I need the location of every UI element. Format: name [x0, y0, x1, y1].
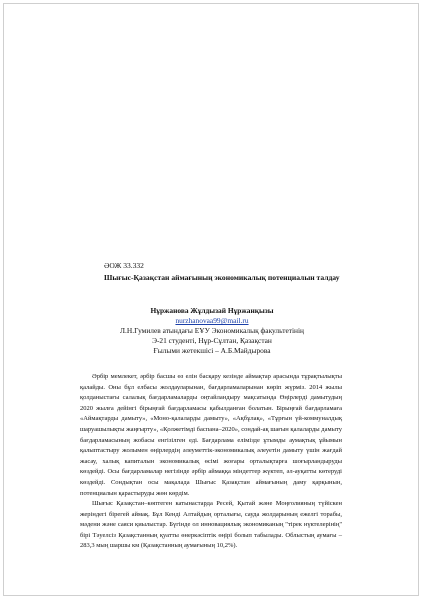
- article-title: Шығыс-Қазақстан аймағының экономикалық потенциалын талдау: [104, 273, 340, 282]
- affiliation-line-2: Э-21 студенті, Нұр-Сұлтан, Қазақстан: [152, 336, 272, 345]
- paragraph-2-text: Шығыс Қазақстан–көптеген катынастарда Ресей, Қытай және Моңғолияның түйіскен жеріндегі бірегей аймақ. Бұл Кендi Алтайдың орталығы, сауда жолдарының ежелгі торабы, мәдени және саяси қиылыстар. Бүгінде ол инновациялық экономиканың "тірек нүктелерінің" бірі Тәуелсіз Қазақстанның қуатты өнеркәсіптік өңірі болып табылады. Облыстың аумағы – 283,3 мың шаршы км (Қазақстанның аумағының 10,2%).: [80, 500, 342, 550]
- paragraph-1-text: Әрбір мемлекет, әрбір басшы өз елін басқару кезінде аймақтар арасында тұрақтылықты қалайды. Оны бұл елбасы жолдауларынан, бағдарламаларынан көріп жүрміз. 2014 жылы қолданыстағы салалық бағдарламаларды оңтайландыру мақсатында Өңірлерді дамытудың 2020 жылға дейінгі бірыңғай бағдарламасы қабылданған болатын. Бірыңғай бағдарламаға «Аймақтарды дамыту», «Моно-қалаларды дамыту», «Ақбұлақ», «Тұрғын үй-коммуналдық шаруашылықты жаңғырту», «Қолжетімді баспана–2020», сондай-ақ шағын қалаларды дамыту бағдарламасының жобасы енгізілген еді. Бағдарлама елімізде ұтымды аумақтық ұйымын қалыптастыру жолымен өңірлердің әлеуметтік-экономикалық әлеуетін дамыту үшін жағдай жасау, халық капиталын экономикалық өсімі жоғары орталықтарға шоғырландыруды көздейді. Осы бағдарламалар негізінде әрбір аймаққа міндеттер жүктеп, әл-ауқатты көтеруді көздейді. Сондықтан осы мақалада Шығыс Қазақстан аймағының даму қарқынын, потенциалын қарастыруды жөн көрдім.: [80, 373, 342, 497]
- author-name: Нұржанова Жұлдызай Нұржанқызы: [150, 306, 274, 315]
- author-email-link[interactable]: nurzhanovaa99@mail.ru: [175, 316, 249, 325]
- supervisor-line: Ғылыми жетекшісі – А.Б.Майдырова: [153, 346, 271, 355]
- body-paragraph-2: [80, 499, 342, 552]
- udc-code: ӘОЖ 33.332: [104, 261, 144, 270]
- affiliation-line-1: Л.Н.Гумилев атындағы ЕҰУ Экономикалық факультетінің: [120, 326, 304, 335]
- body-paragraph-1: [80, 372, 342, 499]
